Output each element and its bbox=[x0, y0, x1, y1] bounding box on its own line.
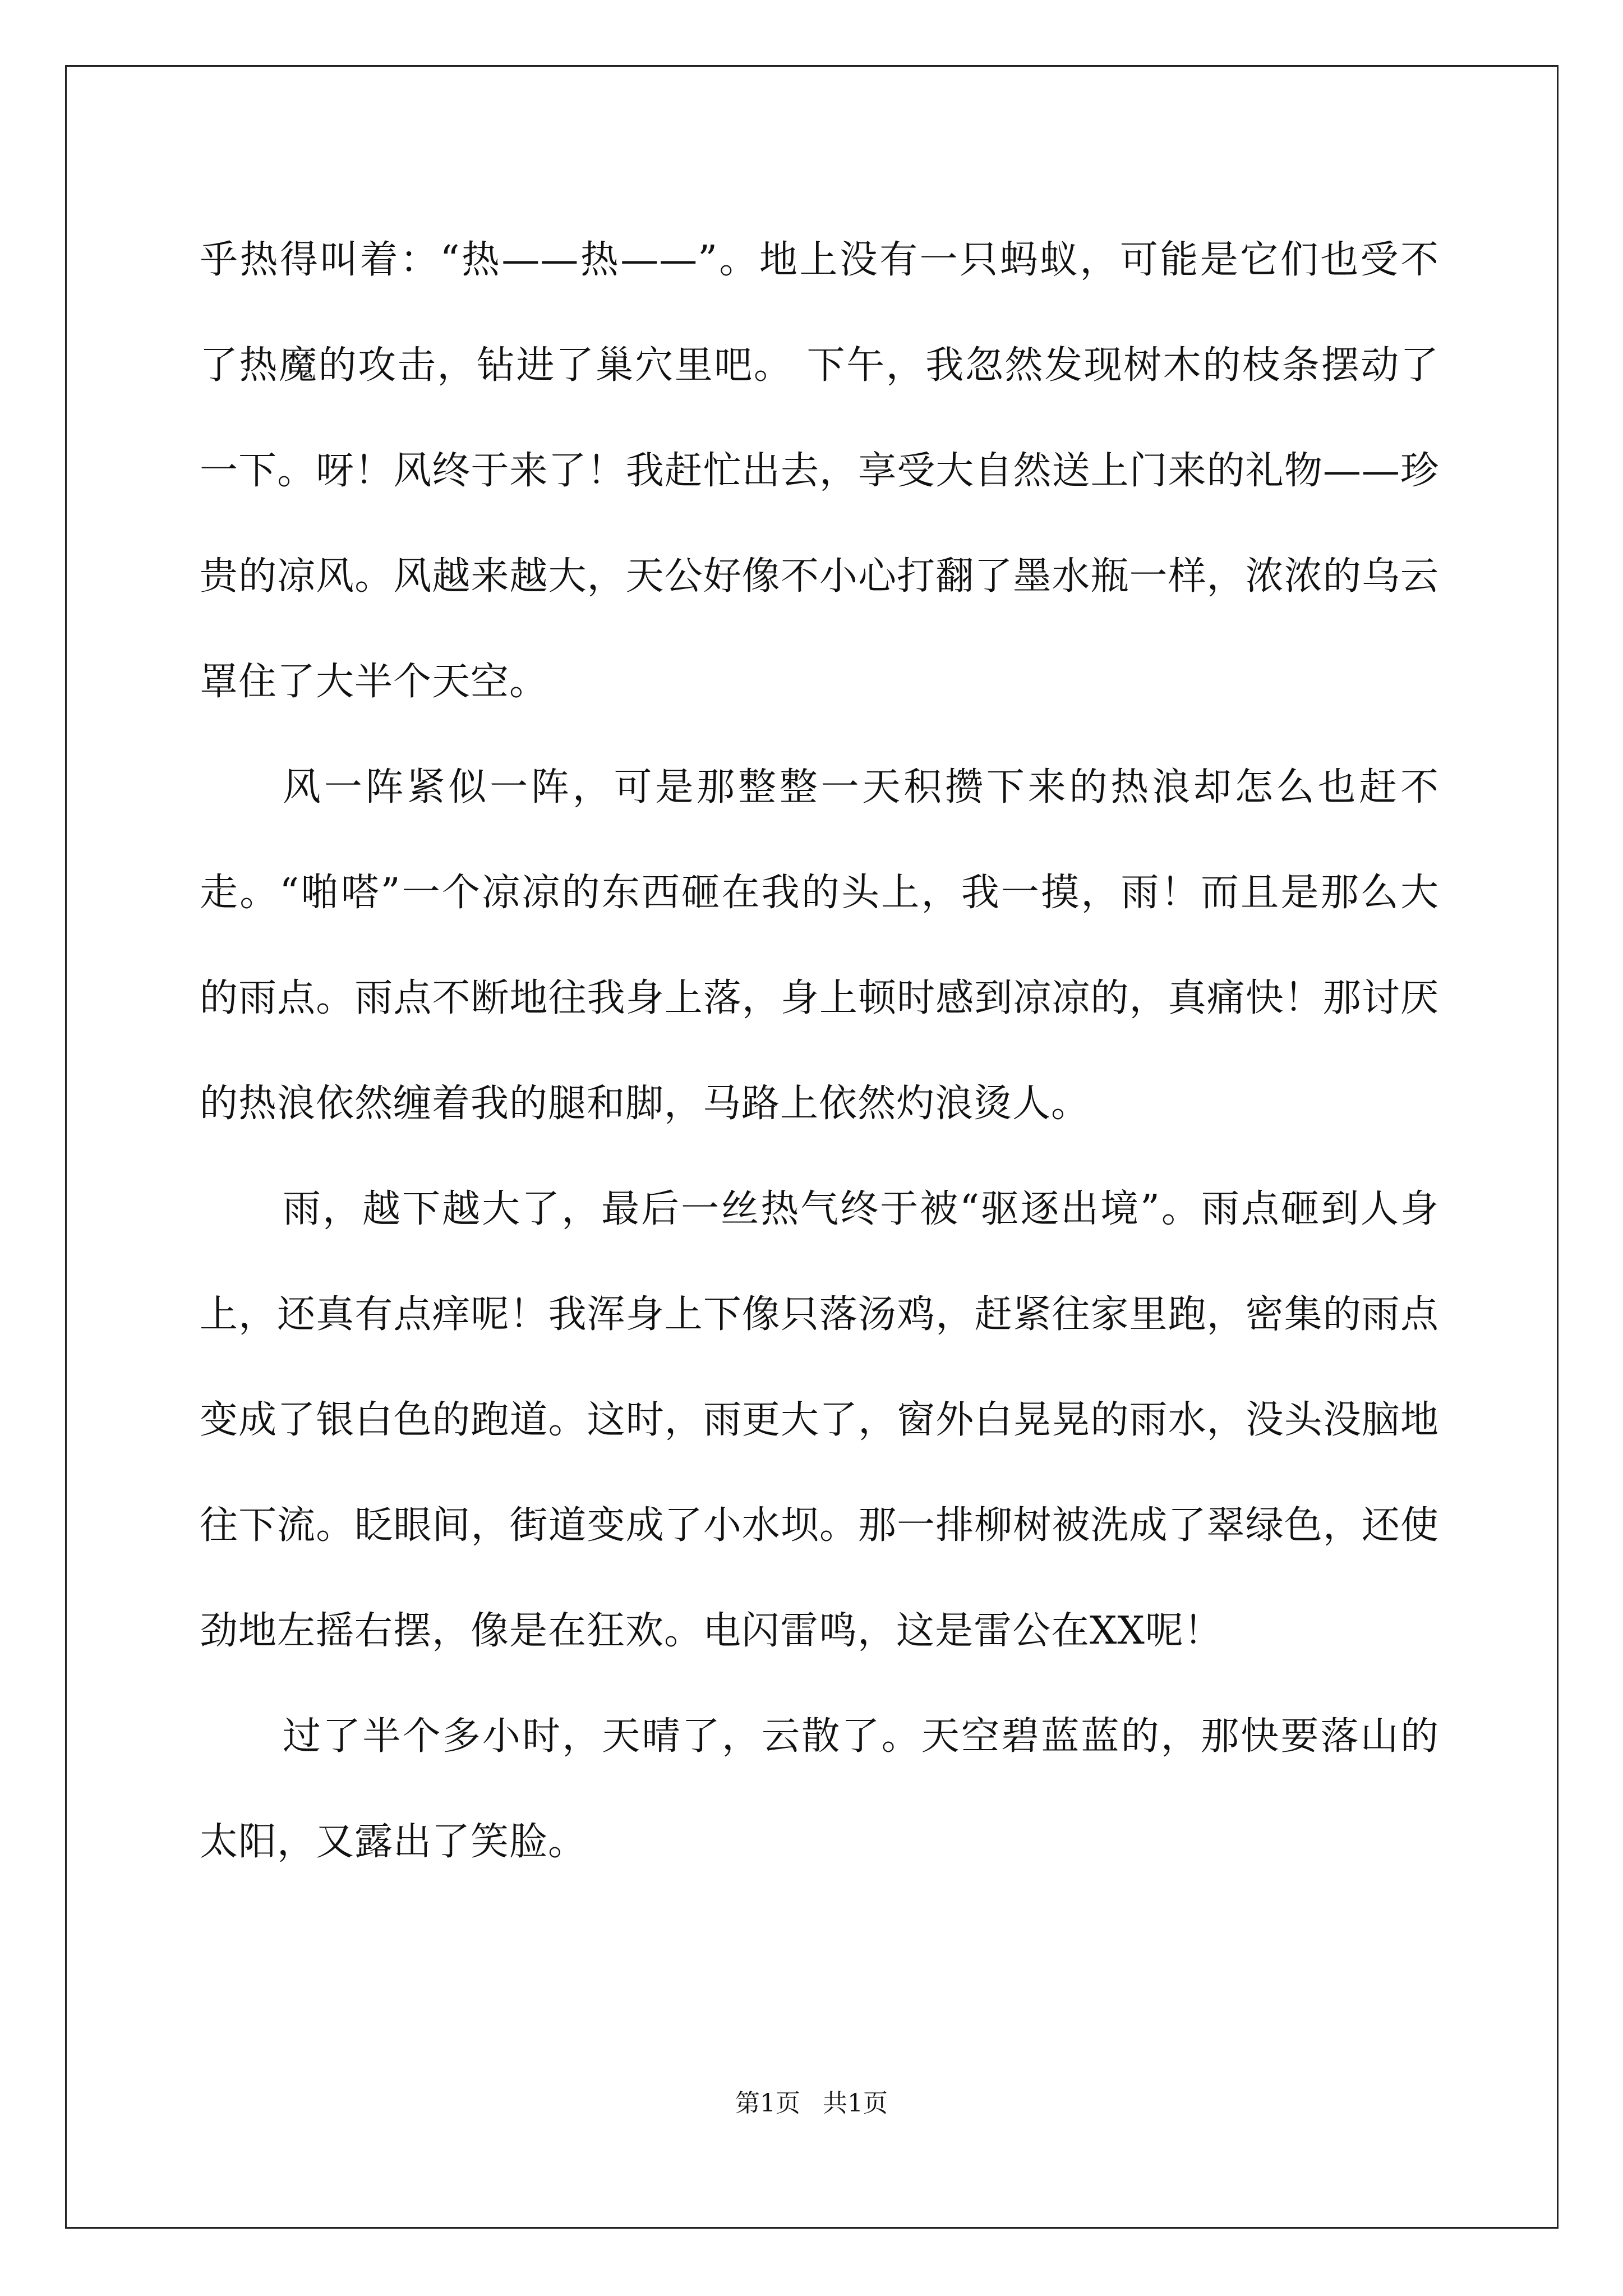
paragraph-2: 风一阵紧似一阵，可是那整整一天积攒下来的热浪却怎么也赶不走。“啪嗒”一个凉凉的东西砸在我的头上，我一摸，雨！而且是那么大的雨点。雨点不断地往我身上落，身上顿时感到凉凉的，真痛快！那讨厌的热浪依然缠着我的腿和脚，马路上依然灼浪烫人。 bbox=[200, 765, 1439, 1126]
page-number-current: 第1页 bbox=[735, 2089, 800, 2118]
page-footer bbox=[0, 2087, 1623, 2120]
page-number-total: 共1页 bbox=[823, 2089, 888, 2118]
paragraph-1: 乎热得叫着：“热——热——”。地上没有一只蚂蚁，可能是它们也受不了热魔的攻击，钻进了巢穴里吧。 下午，我忽然发现树木的枝条摆动了一下。呀！风终于来了！我赶忙出去，享受大自然送上门来的礼物——珍贵的凉风。风越来越大，天公好像不小心打翻了墨水瓶一样，浓浓的乌云罩住了大半个天空。 bbox=[200, 238, 1439, 704]
paragraph-3: 雨，越下越大了，最后一丝热气终于被“驱逐出境”。雨点砸到人身上，还真有点痒呢！我浑身上下像只落汤鸡，赶紧往家里跑，密集的雨点变成了银白色的跑道。这时，雨更大了，窗外白晃晃的雨水，没头没脑地往下流。眨眼间，街道变成了小水坝。那一排柳树被洗成了翠绿色，还使劲地左摇右摆，像是在狂欢。电闪雷鸣，这是雷公在XX呢！ bbox=[200, 1187, 1439, 1653]
paragraph-4: 过了半个多小时，天晴了，云散了。天空碧蓝蓝的，那快要落山的太阳，又露出了笑脸。 bbox=[200, 1714, 1439, 1864]
document-body bbox=[200, 208, 1439, 1895]
